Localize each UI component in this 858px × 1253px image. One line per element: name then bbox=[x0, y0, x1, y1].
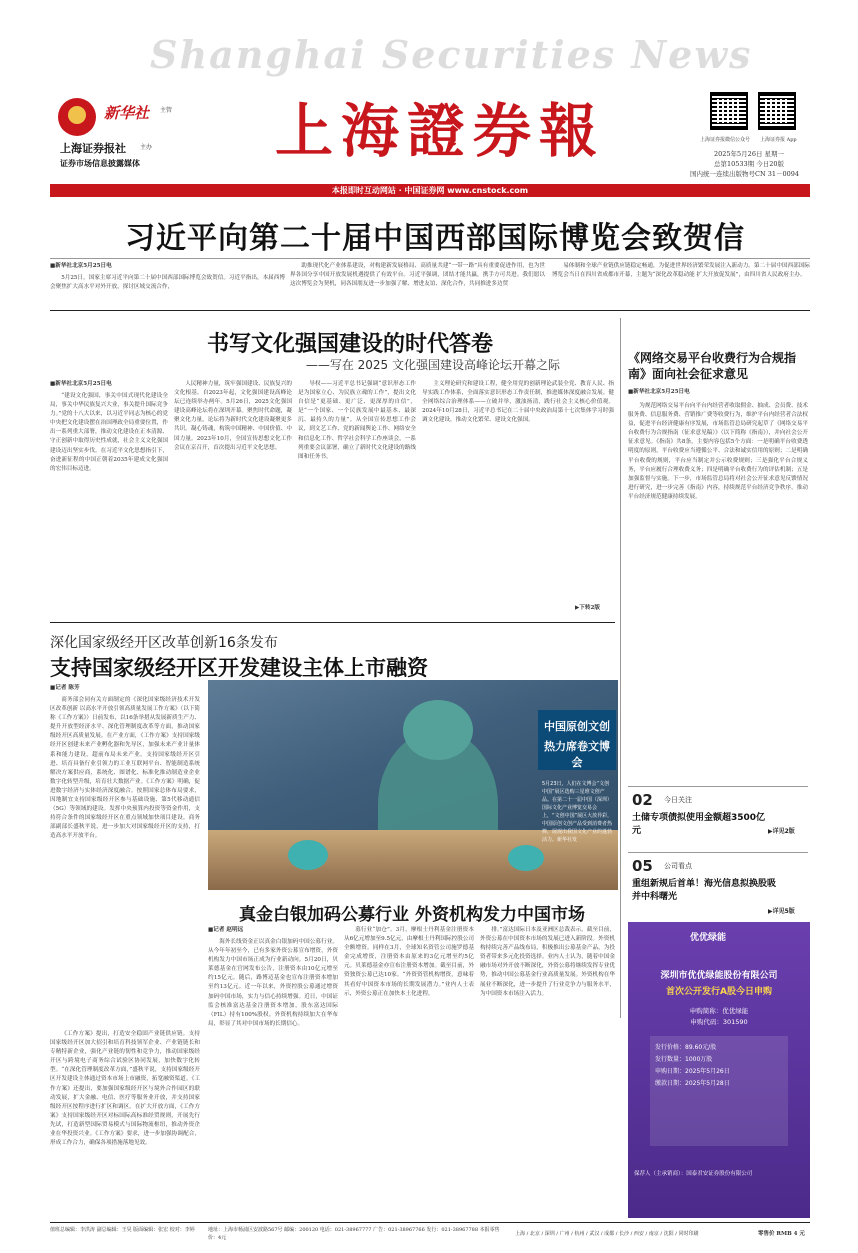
issue-number: 总第10533期 今日20版 bbox=[714, 160, 785, 168]
culture-column-2 bbox=[174, 380, 292, 614]
right-body bbox=[628, 402, 808, 780]
dev-zone-headline[interactable]: 支持国家级经开区开发建设主体上市融资 bbox=[50, 656, 428, 680]
funds-column-1 bbox=[208, 938, 338, 1210]
funds-byline: ■记者 赵明远 bbox=[208, 927, 244, 933]
photo-title-2: 热力席卷文博会 bbox=[544, 740, 610, 769]
lead-column-1-text: 5月25日，国家主席习近平向第二十届中国西部国际博览会致贺信。习近平指出，本届西博会聚焦扩大高水平对外开放，探讨区域交流合作， bbox=[50, 275, 285, 291]
index-section-05: 公司看点 bbox=[664, 862, 692, 870]
column-divider bbox=[620, 318, 621, 1018]
index-ref-05[interactable]: ▶详见5版 bbox=[768, 908, 795, 915]
index-page-05: 05 bbox=[632, 857, 653, 875]
index-section-02: 今日关注 bbox=[664, 796, 692, 804]
publisher-name: 上海证券报社 bbox=[60, 142, 126, 155]
culture-column-1 bbox=[50, 392, 168, 614]
sponsor-role: 主管 bbox=[160, 107, 173, 114]
masthead-title: 上海證券報 bbox=[274, 97, 605, 165]
ad-details: 发行价格：89.60元/股 发行数量：1000万股 申购日期：2025年5月26日 缴款日期：2025年5月28日 bbox=[655, 1044, 730, 1087]
dev-zone-column-1-text: 商务部会同有关方面制定的《深化国家级经济技术开发区改革创新 以高水平开放引领高质量发展工作方案》（以下简称《工作方案》）日前发布，以16条举措从发展新质生产力、提升开放型经济水平、深化管理制度改革等方面，推动国家级经开区高质量发展。在产业方面，《工作方案》支持国家级经开区创建未来产业孵化器和先导区，加强未来产业计量体系和能力建设，超前布局未来产业。支持国家级经开区引进、培育具备行业引领力的工业互联网平台、智能制造系统解决方案供应商，系统化、图谱化、标准化推动制造业企业数字化转型升级，培育壮大数据产业。《工作方案》明确，促进数字经济与实体经济深度融合。按照国家总体布局要求，因地制宜支持国家级经开区参与基础设施、第5代移动通信（5G）等领域的建设。发挥中央预算内投资等资金作用，支持符合条件的国家级经开区在重点领域加快项目建设。商务部副部长盛秋平说，进一步加大对国家级经开区的支持，打造高水平开放平台。 bbox=[50, 697, 200, 840]
culture-column-1-text: “建设文化强国，事关中国式现代化建设全局，事关中华民族复兴大业，事关提升国际竞争力。”党的十八大以来，以习近平同志为核心的党中央把文化建设摆在治国理政全局重要位置，作出一系列重大部署，推动文化建设在正本清源、守正创新中取得历史性成就，社会主义文化强国建设迈出坚实步伐。在习近平文化思想指引下，奋进新征程的中国正朝着2035年建成文化强国的宏伟目标迈进。 bbox=[50, 393, 168, 472]
footer-price: 零售价 RMB 4 元 bbox=[758, 1231, 805, 1237]
dev-zone-column-2 bbox=[50, 1030, 200, 1210]
app-qr-code[interactable] bbox=[758, 92, 796, 130]
funds-column-3-text: 排。”富达国际日本及亚洲区总裁表示。截至目前，外资公募在中国资本市场的发展已进入新阶段。外资机构持续完善产品线布局，积极推出公募基金产品，为投资者带来多元化投资选择。业内人士认为，随着中国金融市场对外开放不断深化，外资公募将继续发挥专业优势，推动中国公募基金行业高质量发展。外资机构在华展业不断深化，进一步提升了行业竞争力与服务水平，为中国资本市场注入活力。 bbox=[480, 927, 615, 997]
culture-continue-link[interactable]: ▶下转2版 bbox=[575, 605, 600, 611]
photo-figure-head bbox=[403, 700, 473, 760]
lead-column-1 bbox=[50, 274, 285, 304]
culture-column-3-text: 导权——习近平总书记强调“意识形态工作是为国家立心、为民族立魂的工作”，提出文化自信是“更基础、更广泛、更深厚的自信”，是“一个国家、一个民族发展中最基本、最深沉、最持久的力量”。从全国宣传思想工作会议，到文艺工作、党的新闻舆论工作、网络安全和信息化工作、哲学社会科学工作座谈会，一系列重要会议部署，确立了新时代文化建设的路线图和任务书。 bbox=[298, 381, 416, 460]
dev-zone-column-1 bbox=[50, 696, 200, 1026]
publication-number: 国内统一连续出版物号CN 31－0094 bbox=[690, 170, 800, 178]
app-qr-label: 上海证券报 App bbox=[760, 137, 797, 143]
wechat-qr-label: 上海证券报微信公众号 bbox=[700, 137, 751, 143]
lead-column-3-text: 易体制和全球产业链供应链稳定畅通，为促进世界经济繁荣发展注入新动力。第二十届中国西部国际博览会当日在四川省成都市开幕，主题为“深化改革稳动能 扩大开放促发展”，由四川省人民政府主办。 bbox=[552, 263, 810, 279]
index-divider bbox=[628, 852, 808, 853]
masthead-english: Shanghai Securities News bbox=[150, 32, 753, 77]
index-divider bbox=[628, 786, 808, 787]
photo-toy-shape bbox=[288, 840, 328, 870]
right-dateline: ■新华社北京5月25日电 bbox=[628, 389, 690, 395]
sponsor-name: 新华社 bbox=[104, 104, 150, 122]
funds-column-2 bbox=[344, 926, 474, 1210]
ad-code-label: 申购简称：优优绿能 bbox=[689, 1007, 749, 1015]
culture-column-4 bbox=[422, 380, 614, 602]
footer-divider bbox=[50, 1222, 810, 1223]
ad-headline-2: 首次公开发行A股今日申购 bbox=[666, 987, 772, 997]
divider bbox=[50, 258, 810, 259]
slogan: 证券市场信息披露媒体 bbox=[60, 159, 140, 168]
index-title-02[interactable]: 土储专项债拟使用金额超3500亿元 bbox=[632, 813, 766, 836]
publisher-role: 主办 bbox=[140, 144, 153, 151]
funds-column-2-text: 募行业“加仓”。3月，摩根士丹利基金注册资本从6亿元增加至9.5亿元，由摩根士丹利国际控股公司全额增资。同样在3月，全球知名资管公司施罗德基金完成增资，注册资本由原来的3亿元增至约5亿元。贝莱德基金亦宣布注册资本增加。截至目前，外资独资公募已达10家。“外资资管机构增资，意味着其看好中国资本市场的长期发展潜力。”业内人士表示，外资公募正在加快本土化进程。 bbox=[344, 927, 474, 997]
lead-column-2 bbox=[290, 262, 545, 304]
dev-zone-kicker: 深化国家级经开区改革创新16条发布 bbox=[50, 635, 278, 651]
culture-headline[interactable]: 书写文化强国建设的时代答卷 bbox=[206, 332, 493, 357]
wechat-qr-code[interactable] bbox=[710, 92, 748, 130]
ad-footer: 保荐人（主承销商）：国泰君安证券股份有限公司 bbox=[634, 1171, 753, 1177]
culture-column-3 bbox=[298, 380, 416, 614]
ad-company-logo: 优优绿能 bbox=[690, 933, 727, 943]
culture-column-4-text: 主义理论研究和建设工程，健全用党的创新理论武装全党、教育人民、指导实践工作体系，全面落实意识形态工作责任制，推进媒体深度融合发展。健全网络综合治理体系——立破并举，激浊扬清，践行社会主义核心价值观。2024年10月28日，习近平总书记在二十届中央政治局第十七次集体学习时强调文化建设，推动文化繁荣、建设文化强国。 bbox=[422, 381, 614, 424]
funds-headline[interactable]: 真金白银加码公募行业 外资机构发力中国市场 bbox=[239, 905, 585, 925]
funds-column-1-text: 海外长线资金正以真金白银加码中国公募行业。从今年年初至今，已有多家外资公募宣布增资，外资机构发力中国市场正成为行业新动向。5月20日，贝莱德基金在官网发布公告，注册资本由10亿元增至约15亿元。随后，路博迈基金也宣布注册资本增加至约13亿元。近一年以来，外资控股公募通过增资加码中国市场，实力与信心持续增强。近日，中国证监会核准富达基金注册资本增加，股东富达国际（FIL）持有100%股权。外资机构持续加大在华布局，彰显了其对中国市场的长期信心。 bbox=[208, 939, 338, 1027]
index-page-02: 02 bbox=[632, 791, 653, 809]
dev-zone-byline: ■记者 陈芳 bbox=[50, 685, 80, 691]
footer-address: 地址：上海市杨浦区安波路567号 邮编：200120 电话：021-38967777 广告：021-38967766 发行：021-38967788 本报零售价：4元 bbox=[208, 1227, 500, 1241]
index-ref-02[interactable]: ▶详见2版 bbox=[768, 828, 795, 835]
funds-column-3 bbox=[480, 926, 615, 1210]
right-body-text: 为规范网络交易平台向平台内经营者收取佣金、抽成、会员费、技术服务费、信息服务费、营销推广费等收费行为，维护平台内经营者合法权益，促进平台经济健康有序发展，市场监管总局研究起草了《网络交易平台收费行为合规指南（征求意见稿）》（以下简称《指南》），并向社会公开征求意见。《指南》共8条，主要内容包括5个方面：一是明确平台收费透明度的原则，平台收费应当遵循公平、合法和诚实信用的原则；二是明确平台收费的规则，平台应当制定并公示收费规则；三是强化平台合规义务，平台应履行合理收费义务；四是明确平台收费行为的评估机制；五是加强监督与实施。下一步，市场监管总局将对社会公开征求意见反馈情况进行研究，进一步完善《指南》内容，持续规范平台经济竞争秩序，推动平台经济规范健康持续发展。 bbox=[628, 403, 808, 500]
dev-zone-column-2-text: 《工作方案》提出，打造安全稳固产业链供应链。支持国家级经开区加大招引和培育科技领军企业、产业链链长和专精特新企业，强化产业链的韧性和竞争力，推动国家级经开区与跨境电子商务综合试验区协同发展，加快数字化转型。“在深化管理制度改革方面，”盛秋平说，支持国家级经开区开发建设主体通过资本市场上市融资，拓宽融资渠道。《工作方案》还提出，要加强国家级经开区与境外合作园区的联动发展，扩大金融、电信、医疗等服务业开放，并支持国家级经开区按程序进行扩区和调区。在扩大开放方面，《工作方案》支持国家级经开区对标国际高标准经贸规则，开展先行先试，打造新型国际贸易模式与国际物流枢纽，推动外资企业在华投资兴业。《工作方案》要求，进一步加强协调配合，形成工作合力，确保各项措施落地见效。 bbox=[50, 1031, 200, 1147]
website-banner-text[interactable]: 本报即时互动网站 · 中国证券网 www.cnstock.com bbox=[331, 186, 529, 195]
divider bbox=[50, 310, 810, 311]
index-title-05[interactable]: 重组新规后首单！海光信息拟换股吸并中科曙光 bbox=[632, 879, 777, 902]
culture-subhead: ——写在 2025 文化强国建设高峰论坛开幕之际 bbox=[305, 358, 560, 372]
issue-date: 2025年5月26日 星期一 bbox=[714, 150, 785, 158]
divider bbox=[50, 622, 615, 623]
lead-column-3 bbox=[552, 262, 810, 304]
right-headline[interactable]: 《网络交易平台收费行为合规指南》面向社会征求意见 bbox=[628, 351, 797, 381]
footer-editors: 值班总编辑：李洪涛 副总编辑：王昊 版面编辑：张宏 校对：李婷 bbox=[50, 1227, 195, 1233]
xinhua-logo-inner bbox=[68, 106, 86, 124]
lead-headline[interactable]: 习近平向第二十届中国西部国际博览会致贺信 bbox=[125, 221, 745, 256]
ad-headline-1: 深圳市优优绿能股份有限公司 bbox=[660, 971, 778, 981]
ad-code-number: 申购代码：301590 bbox=[690, 1018, 748, 1026]
photo-title-1: 中国原创文创 bbox=[544, 720, 610, 733]
footer-cities: 上海 / 北京 / 深圳 / 广州 / 杭州 / 武汉 / 成都 / 长沙 / 西安 / 南京 / 沈阳 / 同时印刷 bbox=[515, 1231, 699, 1237]
lead-column-2-text: 助推现代化产业体系建设，对构建新发展格局、高质量共建“一带一路”具有重要促进作用，也为世界各国分享中国开放发展机遇提供了有效平台。习近平强调，团结才能共赢，携手方可共进。我们愿以这次博览会为契机，同各国朋友进一步加强了解、增进友谊、深化合作，共同推进多边贸 bbox=[290, 263, 545, 288]
culture-dateline: ■新华社北京5月25日电 bbox=[50, 381, 112, 387]
photo-caption: 5月23日，人们在文博会“文创中国”展区选购三星堆文创产品。在第二十一届中国（深圳）国际文化产业博览交易会上，“文创中国”展区大放异彩，中国原创文创产品受到消费者热捧，展现出我国文化产业的蓬勃活力。新华社发 bbox=[542, 781, 613, 843]
photo-toy-shape bbox=[508, 845, 544, 871]
culture-column-2-text: 人民精神力量，筑牢强国建设、民族复兴的文化根基。自2023年起，文化强国建设高峰论坛已连续举办两年。5月26日，2025文化强国建设高峰论坛将在深圳开幕。聚焦时代命题，凝聚文化力量，论坛将为新时代文化建设凝聚更多共识。凝心铸魂，构筑中国精神、中国价值、中国力量。2023年10月，全国宣传思想文化工作会议在京召开，首次提出习近平文化思想。 bbox=[174, 381, 292, 451]
lead-dateline: ■新华社北京5月25日电 bbox=[50, 263, 112, 269]
